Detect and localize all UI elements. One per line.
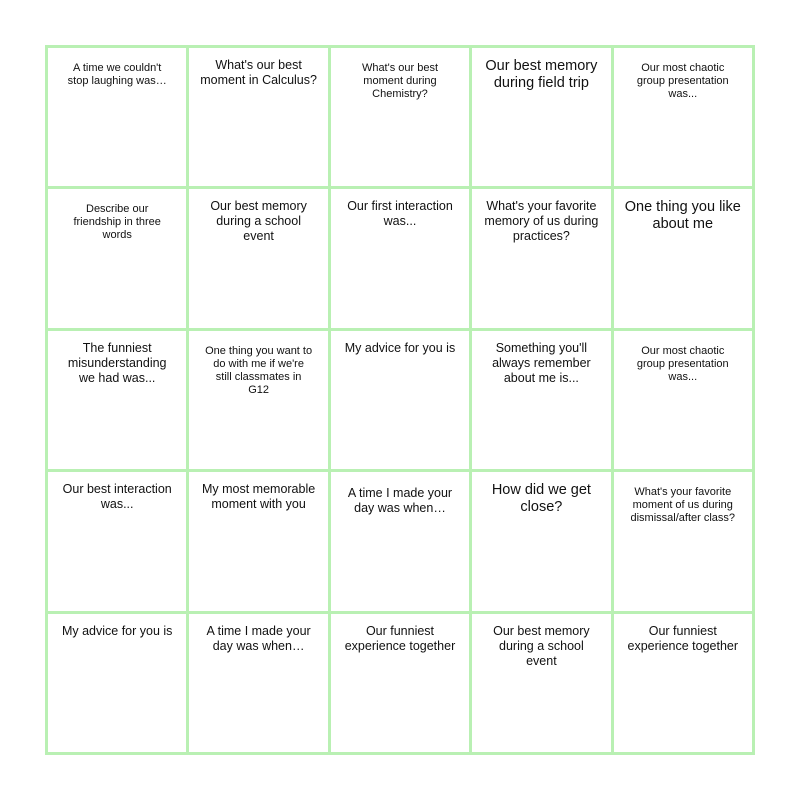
bingo-cell[interactable] bbox=[331, 331, 469, 469]
cell-text: Our most chaotic group presentation was... bbox=[636, 344, 729, 383]
cell-text: My most memorable moment with you bbox=[201, 482, 316, 512]
cell-text: How did we get close? bbox=[491, 482, 591, 516]
cell-text: Something you'll always remember about me is... bbox=[492, 340, 591, 385]
cell-text: My advice for you is bbox=[61, 623, 173, 638]
bingo-cell[interactable] bbox=[614, 331, 752, 469]
cell-text: Our best memory during a school event bbox=[210, 199, 307, 244]
cell-text: Our funniest experience together bbox=[627, 623, 739, 653]
cell-text: What's our best moment during Chemistry? bbox=[361, 62, 439, 100]
bingo-cell[interactable] bbox=[472, 189, 610, 327]
bingo-cell[interactable] bbox=[189, 331, 327, 469]
bingo-cell[interactable] bbox=[614, 472, 752, 610]
cell-text: One thing you like about me bbox=[624, 199, 741, 233]
bingo-cell[interactable] bbox=[189, 614, 327, 752]
bingo-cell[interactable] bbox=[189, 48, 327, 186]
cell-text: Our best interaction was... bbox=[62, 482, 172, 512]
cell-text: What's your favorite moment of us during dismissal/after class? bbox=[630, 486, 736, 525]
bingo-cell[interactable] bbox=[48, 472, 186, 610]
bingo-cell[interactable] bbox=[189, 472, 327, 610]
cell-text: Our best memory during field trip bbox=[485, 58, 598, 91]
cell-text: Our first interaction was... bbox=[347, 199, 453, 229]
bingo-cell[interactable] bbox=[48, 189, 186, 327]
bingo-cell[interactable] bbox=[48, 48, 186, 186]
bingo-cell[interactable] bbox=[614, 48, 752, 186]
cell-text: A time I made your day was when… bbox=[347, 486, 453, 516]
bingo-cell[interactable] bbox=[331, 614, 469, 752]
bingo-cell[interactable] bbox=[48, 614, 186, 752]
cell-text: One thing you want to do with me if we're still classmates in G12 bbox=[205, 344, 313, 396]
bingo-cell[interactable] bbox=[331, 189, 469, 327]
bingo-cell[interactable] bbox=[472, 472, 610, 610]
bingo-cell[interactable] bbox=[472, 48, 610, 186]
cell-text: My advice for you is bbox=[344, 340, 456, 355]
bingo-cell[interactable] bbox=[614, 614, 752, 752]
cell-text: Our most chaotic group presentation was... bbox=[636, 62, 729, 100]
bingo-cell[interactable] bbox=[472, 614, 610, 752]
cell-text: A time I made your day was when… bbox=[206, 623, 311, 653]
cell-text: Our best memory during a school event bbox=[493, 623, 590, 668]
cell-text: Our funniest experience together bbox=[344, 623, 456, 653]
bingo-board bbox=[45, 45, 755, 755]
bingo-cell[interactable] bbox=[331, 48, 469, 186]
cell-text: What's our best moment in Calculus? bbox=[200, 58, 317, 87]
bingo-cell[interactable] bbox=[472, 331, 610, 469]
bingo-cell[interactable] bbox=[614, 189, 752, 327]
cell-text: A time we couldn't stop laughing was… bbox=[67, 62, 167, 87]
cell-text: Describe our friendship in three words bbox=[73, 203, 161, 242]
bingo-cell[interactable] bbox=[331, 472, 469, 610]
cell-text: What's your favorite memory of us during practices? bbox=[484, 199, 599, 244]
cell-text: The funniest misunderstanding we had was... bbox=[67, 340, 167, 385]
bingo-cell[interactable] bbox=[189, 189, 327, 327]
bingo-cell[interactable] bbox=[48, 331, 186, 469]
